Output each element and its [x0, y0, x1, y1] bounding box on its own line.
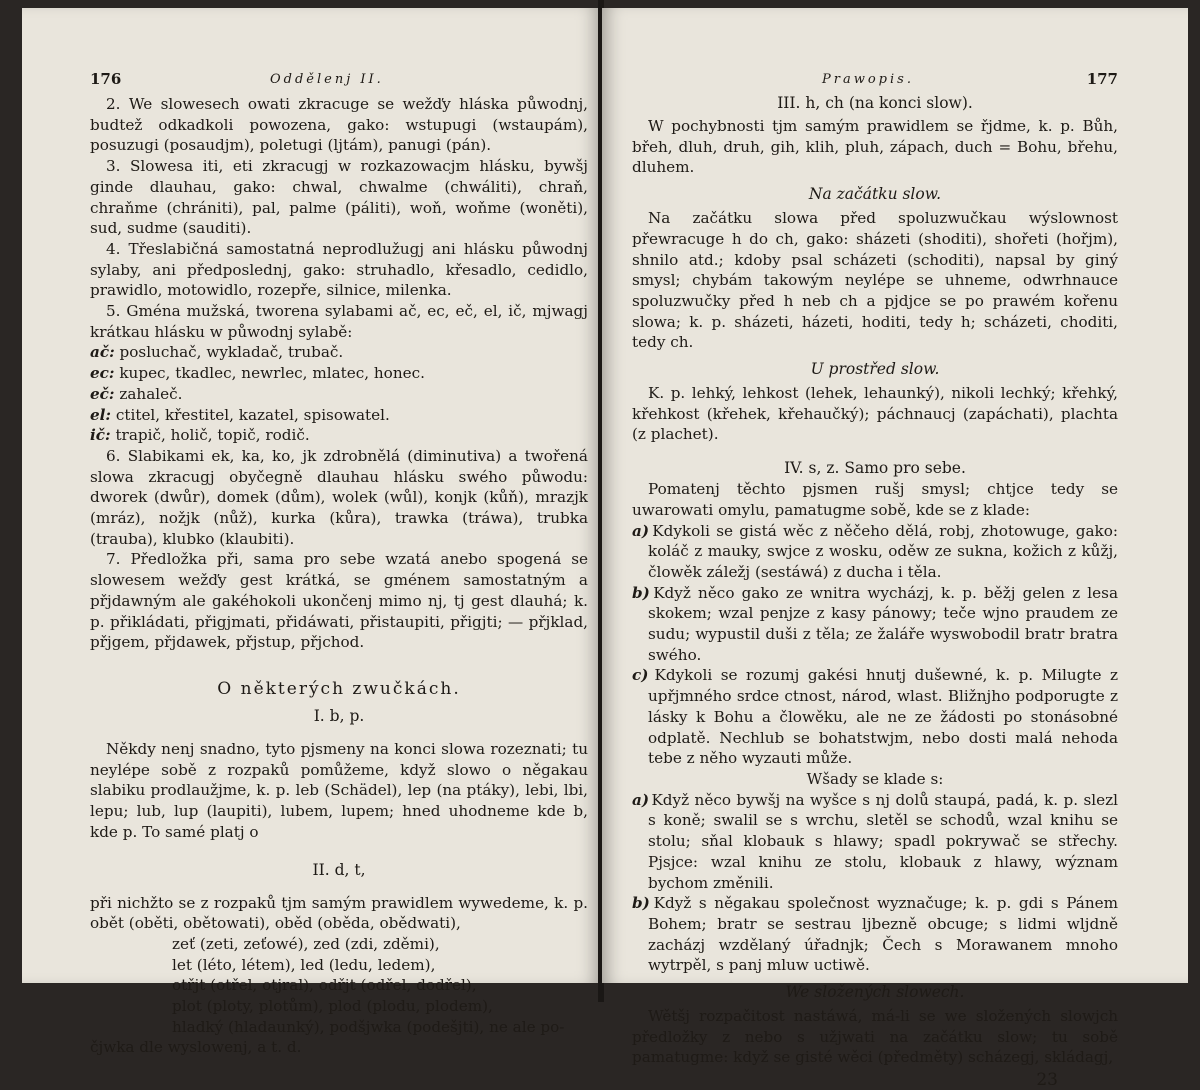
heading-beginning: Na začátku slow.: [808, 185, 942, 204]
rule-6: 6. Slabikami ek, ka, ko, jk zdrobnělá (diminutiva) a twořená slowa zkracugj obyčegně dlauhau hlásku swého půwodu: dworek (dwůr), domek (dům), wolek (wůl), konjk (kůň), mrazjk (mráz), nožjk (nůž), kurka (kůra), trawka (tráwa), trubka (trauba), klubko (klaubiti).: [90, 446, 588, 548]
subsection-b-p: I. b, p.: [313, 706, 365, 725]
item-text: Když s něgakau společnost wyznačuge; k. p. gdi s Pánem Bohem; bratr se sestrau ljbezně obcuge; s lidmi wljdně zacházj wzdělaný úřadnjk; Čech s Morawanem mnoho wytrpěl, s panj mluw uctiwě.: [648, 894, 1119, 975]
example-line: zeť (zeti, zeťowé), zed (zdi, zděmi),: [172, 934, 440, 953]
rule-4: 4. Třeslabičná samostatná neprodlužugj ani hlásku půwodnj sylaby, ani předposlednj, gako: struhadlo, křesadlo, cedidlo, prawidlo, motowidlo, rozepře, silnice, milenka.: [90, 239, 588, 300]
signature-mark: 23: [1036, 1070, 1058, 1090]
section-title: O některých zwučkách.: [217, 678, 461, 699]
suffix-text: zahaleč.: [119, 384, 183, 403]
item-label: c): [632, 666, 649, 685]
left-running-title: Oddělenj II.: [270, 72, 384, 87]
suffix-item: [90, 425, 588, 446]
d-t-last-line: čjwka dle wyslowenj, a t. d.: [90, 1038, 302, 1057]
heading-compound: We složených slowech.: [785, 983, 965, 1002]
left-page: [22, 8, 600, 1057]
z-rule-item: [632, 521, 1118, 583]
s-rule-item: [632, 790, 1118, 894]
suffix-item: [90, 405, 588, 426]
example-line: otřjt (otřel, otjral), odřjt (odřel, dodřel),: [172, 976, 477, 995]
middle-text: K. p. lehký, lehkost (lehek, lehaunký), nikoli lechký; křehký, křehkost (křehek, křehaučký); páchnaucj (zapáchati), plachta (z plachet).: [632, 384, 1118, 444]
left-running-head: [90, 70, 588, 94]
rule-2: 2. We slowesech owati zkracuge se wežďy hláska půwodnj, budtež odkadkoli powozena, gako: wstupugi (wstaupám), posuzugi (posaudjm), poletugi (ljtám), panugi (pán).: [90, 95, 588, 155]
item-text: Když něco bywšj na wyšce s nj dolů staupá, padá, k. p. slezl s koně; swalil se s wrchu, sletěl se schodů, wzal knihu se stolu; sňal klobauk s hlawy; spadl pokrywač se střechy. Pjsjce: wzal knihu ze stolu, klobauk z hlawy, wýznam bychom změnili.: [648, 790, 1118, 892]
suffix-label: el:: [90, 405, 112, 424]
subsection-d-t: II. d, t,: [312, 860, 366, 879]
item-label: b): [632, 894, 650, 913]
suffix-text: trapič, holič, topič, rodič.: [115, 426, 310, 445]
rule-7: 7. Předložka při, sama pro sebe wzatá anebo spogená se slowesem wežďy gest krátká, se gménem samostatným a přjdawným ale gakéhokoli ukončenj mimo nj, tj gest dlauhá; k. p. přikládati, přigjmati, přidáwati, přistaupiti, přigjti; — přjklad, přjgem, přjdawek, přjstup, přjchod.: [90, 550, 588, 652]
item-label: a): [632, 790, 650, 809]
suffix-text: ctitel, křestitel, kazatel, spisowatel.: [115, 405, 390, 424]
suffix-item: [90, 384, 588, 405]
d-t-examples: [90, 934, 588, 1038]
compound-text: Wětšj rozpačitost nastáwá, má-li se we složených slowjch předložky z nebo s užjwati na začátku slow; tu sobě pamatugme: když se gisté wěci (předměty) scházegj, skládagj,: [632, 1007, 1118, 1067]
subsection-h-ch: III. h, ch (na konci slow).: [777, 94, 973, 112]
z-rules: [632, 521, 1118, 769]
s-rule-item: [632, 893, 1118, 976]
rule-3: 3. Slowesa iti, eti zkracugj w rozkazowacjm hlásku, bywšj ginde dlauhau, gako: chwal, chwalme (chwáliti), chraň, chraňme (chrániti), pal, palme (páliti), woň, woňme (woněti), sud, sudme (sauditi).: [90, 157, 588, 238]
suffix-label: eč:: [90, 384, 115, 403]
item-label: b): [632, 583, 650, 602]
d-t-intro: při nichžto se z rozpaků tjm samým prawidlem wywedeme, k. p. obět (oběti, obětowati), oběd (oběda, obědwati),: [90, 893, 588, 933]
suffix-label: ič:: [90, 426, 111, 445]
suffix-label: ač:: [90, 343, 115, 362]
s-z-intro: Pomatenj těchto pjsmen rušj smysl; chtjce tedy se uwarowati omylu, pamatugme sobě, kde se z klade:: [632, 480, 1118, 519]
example-line: plot (ploty, plotům), plod (plodu, plodem),: [172, 997, 493, 1016]
left-page-number: 176: [90, 70, 122, 88]
suffix-text: kupec, tkadlec, newrlec, mlatec, honec.: [119, 364, 425, 383]
suffix-text: posluchač, wykladač, trubač.: [119, 343, 344, 362]
s-intro: Wšady se klade s:: [806, 769, 944, 788]
suffix-item: [90, 363, 588, 384]
s-rules: [632, 790, 1118, 976]
z-rule-item: [632, 583, 1118, 666]
item-text: Když něco gako ze wnitra wycházj, k. p. běžj gelen z lesa skokem; wzal penjze z kasy pánowy; teče wjno praudem ze sudu; wypustil duši z těla; ze žaláře wyswobodil bratr bratra swého.: [648, 583, 1119, 664]
h-ch-text: W pochybnosti tjm samým prawidlem se řjdme, k. p. Bůh, břeh, dluh, druh, gih, klih, pluh, zápach, duch = Bohu, břehu, dluhem.: [632, 117, 1118, 177]
suffix-list: [90, 342, 588, 446]
item-text: Kdykoli se rozumj gakési hnutj dušewné, k. p. Milugte z upřjmného srdce ctnost, národ, wlast. Bližnjho podporugte z lásky k Bohu a člowěku, ale ne ze žádosti po stonásobné odplatě. Nechlub se bohatstwjm, nebo dosti malá nehoda tebe z něho wyzauti může.: [648, 666, 1118, 768]
example-line: let (léto, létem), led (ledu, ledem),: [172, 955, 436, 974]
right-page-number: 177: [1086, 70, 1118, 88]
suffix-item: [90, 342, 588, 363]
rule-5: 5. Gména mužská, tworena sylabami ač, ec, eč, el, ič, mjwagj krátkau hlásku w půwodnj sylabě:: [90, 302, 588, 341]
beginning-text: Na začátku slowa před spoluzwučkau wýslownost přewracuge h do ch, gako: sházeti (shoditi), shořeti (hořjm), shnilo atd.; kdoby psal scházeti (schoditi), napsal by giný smysl; chybám takowým neylépe se uhneme, odwrhnauce spoluzwučky před h neb ch a pjdjce se po prawém kořenu slowa; k. p. sházeti, házeti, hoditi, tedy h; scházeti, choditi, tedy ch.: [632, 209, 1118, 352]
suffix-label: ec:: [90, 364, 115, 383]
item-label: a): [632, 521, 650, 540]
b-p-text: Někdy nenj snadno, tyto pjsmeny na konci slowa rozeznati; tu neylépe sobě z rozpaků pomůžeme, když slowo o něgakau slabiku prodlaužjme, k. p. leb (Schädel), lep (na ptáky), lebi, lbi, lepu; lub, lup (laupiti), lubem, lupem; hned uhodneme kde b, kde p. To samé platj o: [90, 739, 588, 841]
example-line: hladký (hladaunký), podšjwka (podešjti), ne ale po-: [172, 1017, 565, 1036]
subsection-s-z: IV. s, z. Samo pro sebe.: [784, 459, 966, 478]
right-page: [602, 8, 1188, 1090]
item-text: Kdykoli se gistá wěc z něčeho dělá, robj, zhotowuge, gako: koláč z mauky, swjce z wosku, oděw ze sukna, kožich z kůžj, člowěk záležj (sestáwá) z ducha i těla.: [648, 521, 1119, 581]
right-running-head: [632, 70, 1118, 94]
heading-middle: U prostřed slow.: [810, 360, 940, 379]
z-rule-item: [632, 665, 1118, 769]
right-running-title: Prawopis.: [822, 72, 914, 87]
